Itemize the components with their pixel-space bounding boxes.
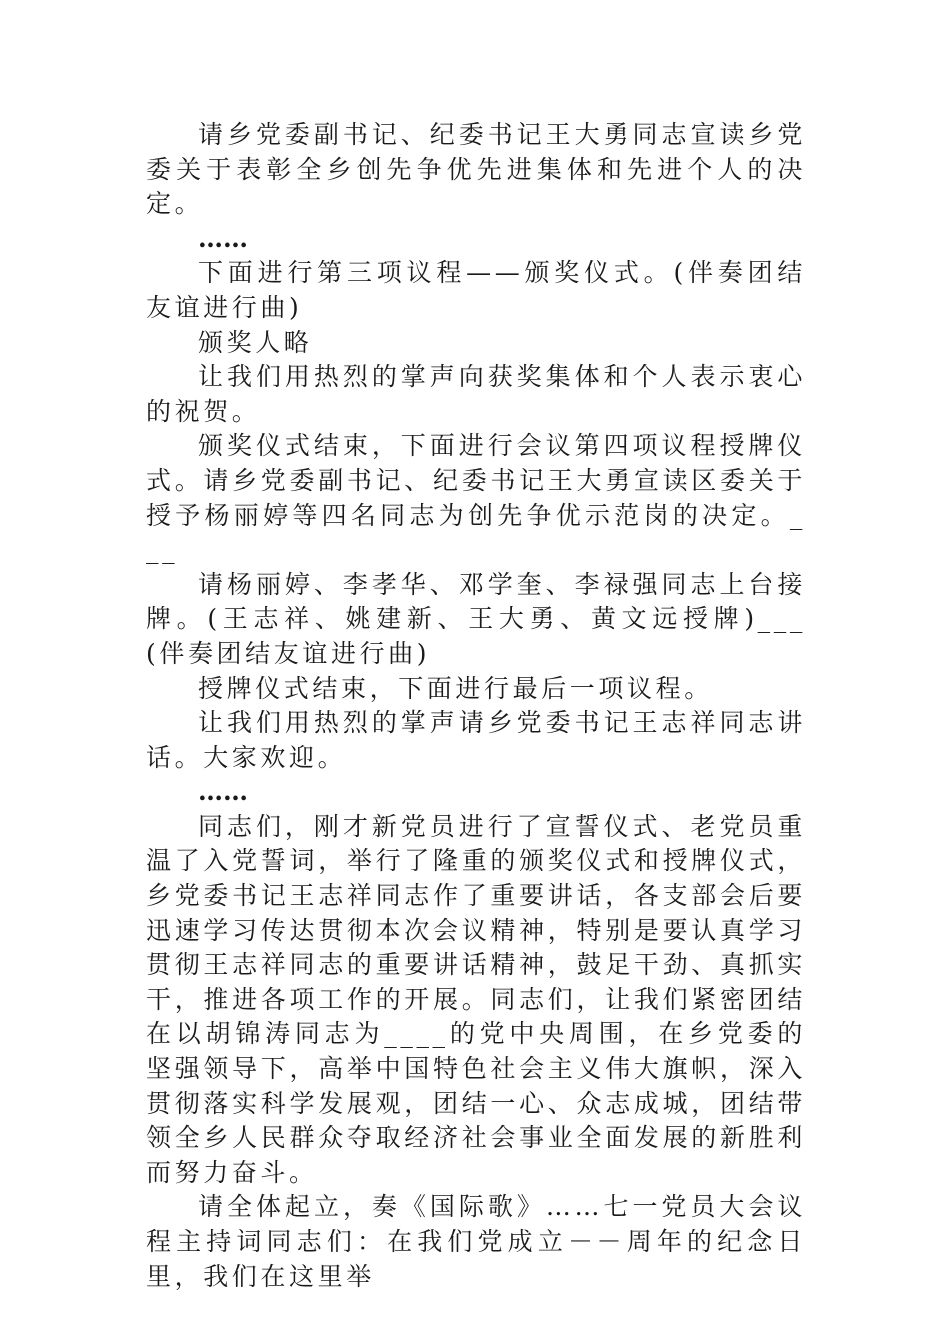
paragraph-ellipsis-2: ……: [198, 777, 248, 807]
paragraph-internationale: 请全体起立，奏《国际歌》……七一党员大会议程主持词同志们：在我们党成立－－周年的纪念日里，我们在这里举: [146, 1192, 806, 1291]
paragraph-plaque-recipients: 请杨丽婷、李孝华、邓学奎、李禄强同志上台接牌。(王志祥、姚建新、王大勇、黄文远授牌)___(伴奏团结友谊进行曲): [146, 569, 806, 668]
paragraph-closing-remarks: 同志们，刚才新党员进行了宣誓仪式、老党员重温了入党誓词，举行了隆重的颁奖仪式和授牌仪式，乡党委书记王志祥同志作了重要讲话，各支部会后要迅速学习传达贯彻本次会议精神，特别是要认真学习贯彻王志祥同志的重要讲话精神，鼓足干劲、真抓实干，推进各项工作的开展。同志们，让我们紧密团结在以胡锦涛同志为____的党中央周围，在乡党委的坚强领导下，高举中国特色社会主义伟大旗帜，深入贯彻落实科学发展观，团结一心、众志成城，团结带领全乡人民群众夺取经济社会事业全面发展的新胜利而努力奋斗。: [146, 811, 806, 1187]
paragraph-fourth-agenda: 颁奖仪式结束，下面进行会议第四项议程授牌仪式。请乡党委副书记、纪委书记王大勇宣读区委关于授予杨丽婷等四名同志为创先争优示范岗的决定。___: [146, 431, 806, 565]
document-body: [146, 118, 806, 1294]
paragraph-third-agenda: 下面进行第三项议程——颁奖仪式。(伴奏团结友谊进行曲): [146, 258, 806, 322]
paragraph-secretary-speech: 让我们用热烈的掌声请乡党委书记王志祥同志讲话。大家欢迎。: [146, 708, 806, 772]
paragraph-ellipsis: ……: [198, 223, 248, 253]
paragraph-plaque-end: 授牌仪式结束，下面进行最后一项议程。: [198, 673, 713, 703]
paragraph-applause-congratulations: 让我们用热烈的掌声向获奖集体和个人表示衷心的祝贺。: [146, 362, 806, 426]
paragraph-read-decision: 请乡党委副书记、纪委书记王大勇同志宣读乡党委关于表彰全乡创先争优先进集体和先进个人的决定。: [146, 120, 806, 219]
paragraph-presenters-omitted: 颁奖人略: [198, 327, 313, 357]
